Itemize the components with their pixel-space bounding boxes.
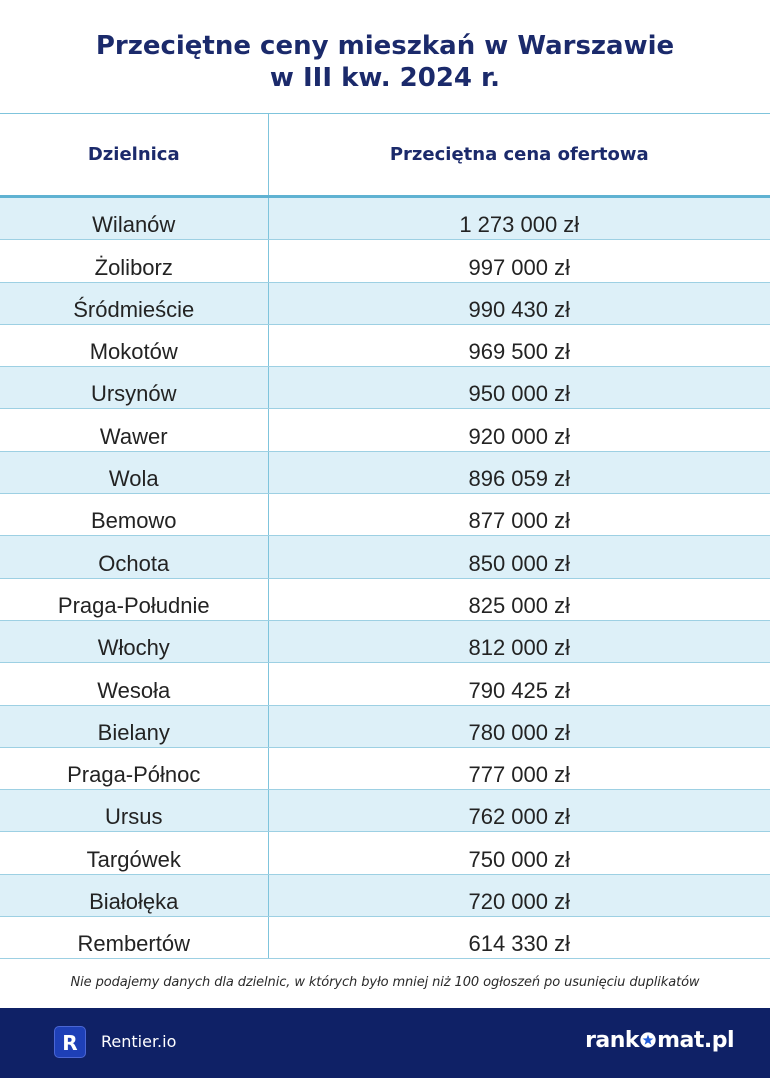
district-name: Praga-Północ [67, 762, 201, 788]
table-header-row [0, 114, 770, 197]
table-row [0, 536, 770, 578]
price-cell [268, 324, 770, 366]
table-row [0, 663, 770, 705]
district-name: Ursynów [90, 381, 177, 407]
price-value: 777 000 zł [468, 762, 571, 788]
district-cell [0, 705, 268, 747]
price-cell [268, 705, 770, 747]
price-cell [268, 874, 770, 916]
district-name: Mokotów [89, 339, 178, 365]
table-row [0, 790, 770, 832]
price-cell [268, 578, 770, 620]
price-value: 762 000 zł [468, 804, 571, 830]
district-name: Bemowo [90, 508, 177, 534]
table-row [0, 494, 770, 536]
price-cell [268, 917, 770, 959]
price-value: 780 000 zł [468, 719, 571, 745]
district-name: Wawer [99, 423, 168, 449]
district-name: Ochota [98, 550, 170, 576]
district-cell [0, 324, 268, 366]
district-name: Bielany [97, 719, 170, 745]
district-name: Ursus [105, 804, 163, 830]
price-cell [268, 790, 770, 832]
table-row [0, 324, 770, 366]
table-row [0, 705, 770, 747]
price-table [0, 113, 770, 959]
district-cell [0, 494, 268, 536]
district-cell [0, 409, 268, 451]
table-row [0, 747, 770, 789]
price-value: 969 500 zł [468, 339, 571, 365]
district-cell [0, 240, 268, 282]
price-value: 990 430 zł [468, 296, 571, 322]
rankomat-logo [585, 1028, 734, 1053]
price-cell [268, 367, 770, 409]
price-value: 877 000 zł [468, 508, 571, 534]
table-row [0, 578, 770, 620]
table-row [0, 451, 770, 493]
district-name: Wesoła [97, 677, 171, 703]
district-cell [0, 747, 268, 789]
table-row [0, 620, 770, 662]
price-value: 750 000 zł [468, 846, 571, 872]
footer-bar [0, 1008, 770, 1078]
footnote: Nie podajemy danych dla dzielnic, w których było mniej niż 100 ogłoszeń po usunięciu duplikatów [70, 975, 700, 990]
district-cell [0, 578, 268, 620]
table-row [0, 409, 770, 451]
price-value: 614 330 zł [468, 931, 571, 957]
price-cell [268, 282, 770, 324]
page-title [0, 30, 770, 94]
price-cell [268, 536, 770, 578]
header-district: Dzielnica [0, 114, 268, 197]
title-line-2: w III kw. 2024 r. [269, 63, 501, 93]
price-cell [268, 197, 770, 240]
price-value: 997 000 zł [468, 254, 571, 280]
district-cell [0, 832, 268, 874]
price-cell [268, 409, 770, 451]
price-value: 790 425 zł [468, 677, 571, 703]
table-row [0, 282, 770, 324]
table-row [0, 367, 770, 409]
price-value: 825 000 zł [468, 592, 571, 618]
title-line-1: Przeciętne ceny mieszkań w Warszawie [95, 31, 675, 61]
table-row [0, 240, 770, 282]
table-row [0, 874, 770, 916]
price-value: 1 273 000 zł [459, 212, 580, 238]
rankomat-part-2: mat.pl [657, 1028, 734, 1053]
price-cell [268, 494, 770, 536]
price-value: 920 000 zł [468, 423, 571, 449]
district-cell [0, 663, 268, 705]
district-name: Wola [108, 466, 159, 492]
district-name: Śródmieście [73, 296, 195, 322]
district-name: Wilanów [92, 212, 176, 238]
district-cell [0, 874, 268, 916]
district-name: Włochy [97, 635, 170, 661]
rankomat-part-1: rank [585, 1028, 640, 1053]
star-icon [639, 1031, 657, 1049]
district-name: Praga-Południe [57, 592, 210, 618]
table-row [0, 832, 770, 874]
district-cell [0, 536, 268, 578]
price-cell [268, 663, 770, 705]
district-name: Żoliborz [94, 254, 173, 280]
table-row [0, 917, 770, 959]
district-cell [0, 367, 268, 409]
district-cell [0, 620, 268, 662]
rentier-logo-icon: R [54, 1026, 86, 1058]
district-cell [0, 197, 268, 240]
district-name: Rembertów [77, 931, 190, 957]
price-value: 950 000 zł [468, 381, 571, 407]
district-cell [0, 790, 268, 832]
price-cell [268, 832, 770, 874]
price-cell [268, 620, 770, 662]
district-cell [0, 917, 268, 959]
price-cell [268, 451, 770, 493]
price-value: 850 000 zł [468, 550, 571, 576]
price-cell [268, 240, 770, 282]
price-value: 896 059 zł [468, 466, 571, 492]
district-cell [0, 282, 268, 324]
district-name: Białołęka [89, 889, 179, 915]
rentier-brand-name: Rentier.io [101, 1032, 177, 1051]
district-name: Targówek [86, 846, 181, 872]
price-value: 720 000 zł [468, 889, 571, 915]
price-cell [268, 747, 770, 789]
price-value: 812 000 zł [468, 635, 571, 661]
table-row [0, 197, 770, 240]
header-price: Przeciętna cena ofertowa [268, 114, 770, 197]
district-cell [0, 451, 268, 493]
